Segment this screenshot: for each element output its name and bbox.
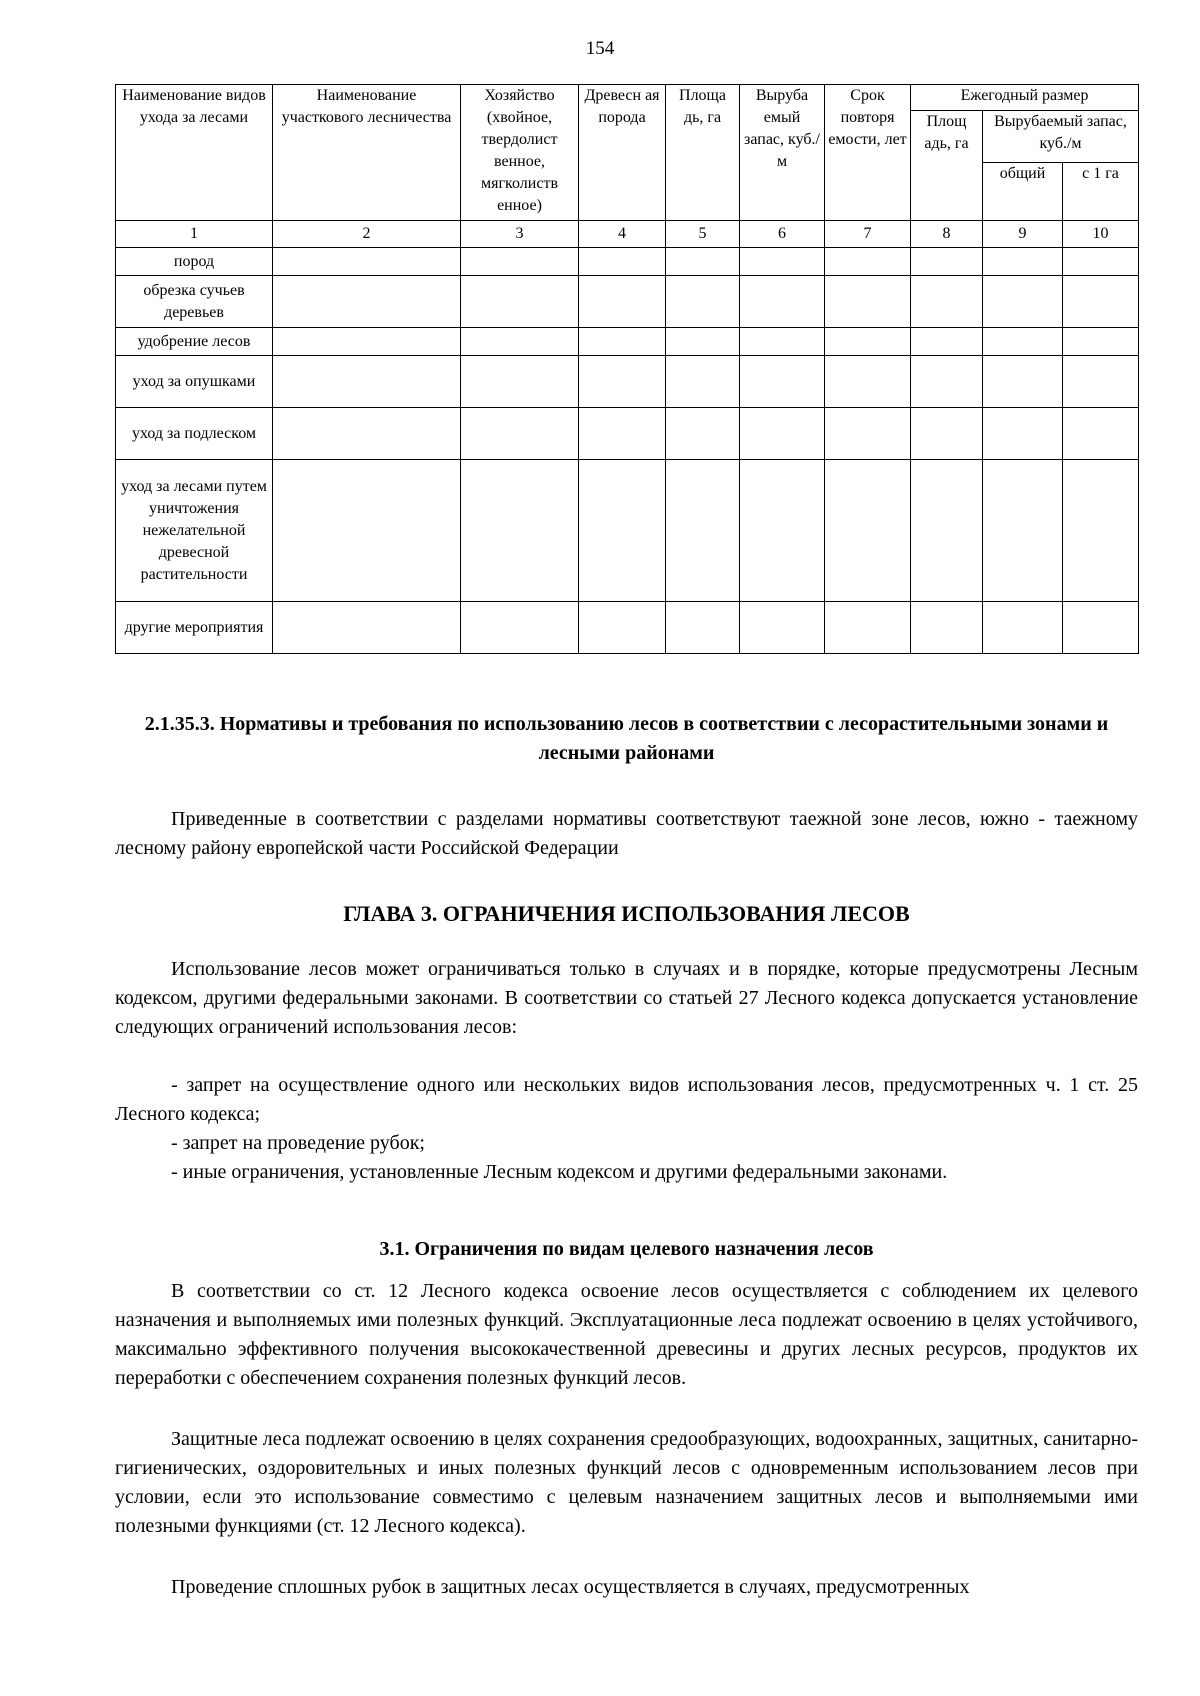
header-species: Древесн ая порода <box>579 85 666 221</box>
forest-care-table <box>115 84 1139 654</box>
header-annual-volume: Вырубаемый запас, куб./м <box>983 111 1139 163</box>
column-number: 6 <box>740 221 825 248</box>
section-2-1-35-3-text: Приведенные в соответствии с разделами нормативы соответствуют таежной зоне лесов, южно - таежному лесному району европейской части Российской Федерации <box>115 808 1138 859</box>
restriction-item: - запрет на осуществление одного или нескольких видов использования лесов, предусмотренных ч. 1 ст. 25 Лесного кодекса; <box>115 1074 1138 1125</box>
row-label: уход за лесами путем уничтожения нежелательной древесной растительности <box>116 460 273 602</box>
column-number: 7 <box>825 221 911 248</box>
table-row <box>116 408 1139 460</box>
page-number: 154 <box>585 38 615 59</box>
column-number: 10 <box>1063 221 1139 248</box>
chapter-3-intro: Использование лесов может ограничиваться только в случаях и в порядке, которые предусмотрены Лесным кодексом, другими федеральными законами. В соответствии со статьей 27 Лесного кодекса допускается установление следующих ограничений использования лесов: <box>115 958 1138 1038</box>
header-volume-per-ha: с 1 га <box>1063 163 1139 221</box>
header-economy: Хозяйство (хвойное, твердолист венное, мягколиств енное) <box>461 85 579 221</box>
table-row <box>116 328 1139 356</box>
table-row <box>116 248 1139 276</box>
table-row <box>116 460 1139 602</box>
restriction-item: - иные ограничения, установленные Лесным кодексом и другими федеральными законами. <box>171 1161 948 1183</box>
column-number: 9 <box>983 221 1063 248</box>
restriction-item: - запрет на проведение рубок; <box>171 1132 425 1154</box>
header-care-type: Наименование видов ухода за лесами <box>116 85 273 221</box>
section-3-1-title: 3.1. Ограничения по видам целевого назначения лесов <box>379 1238 874 1260</box>
header-volume: Выруба емый запас, куб./м <box>740 85 825 221</box>
row-label: удобрение лесов <box>116 328 273 356</box>
chapter-3-title: ГЛАВА 3. ОГРАНИЧЕНИЯ ИСПОЛЬЗОВАНИЯ ЛЕСОВ <box>343 901 910 926</box>
row-label: пород <box>116 248 273 276</box>
column-number: 8 <box>911 221 983 248</box>
section-3-1-paragraph: Проведение сплошных рубок в защитных лесах осуществляется в случаях, предусмотренных <box>171 1576 970 1598</box>
column-number: 2 <box>273 221 461 248</box>
row-label: другие мероприятия <box>116 602 273 654</box>
table-row <box>116 602 1139 654</box>
section-2-1-35-3-title: 2.1.35.3. Нормативы и требования по использованию лесов в соответствии с лесорастительными зонами и лесными районами <box>144 713 1109 764</box>
column-number: 3 <box>461 221 579 248</box>
column-number: 4 <box>579 221 666 248</box>
header-area: Площа дь, га <box>666 85 740 221</box>
table-row <box>116 356 1139 408</box>
section-3-1-paragraph: Защитные леса подлежат освоению в целях сохранения средообразующих, водоохранных, защитных, санитарно-гигиенических, оздоровительных и иных полезных функций лесов с одновременным использованием лесов при условии, если это использование совместимо с целевым назначением защитных лесов и выполняемыми ими полезными функциями (ст. 12 Лесного кодекса). <box>115 1428 1138 1537</box>
column-number: 1 <box>116 221 273 248</box>
table-row <box>116 276 1139 328</box>
row-label: уход за опушками <box>116 356 273 408</box>
header-volume-total: общий <box>983 163 1063 221</box>
row-label: обрезка сучьев деревьев <box>116 276 273 328</box>
header-period: Срок повторя емости, лет <box>825 85 911 221</box>
row-label: уход за подлеском <box>116 408 273 460</box>
header-forestry: Наименование участкового лесничества <box>273 85 461 221</box>
column-number: 5 <box>666 221 740 248</box>
header-annual-size: Ежегодный размер <box>911 85 1139 111</box>
header-annual-area: Площ адь, га <box>911 111 983 221</box>
section-3-1-paragraph: В соответствии со ст. 12 Лесного кодекса освоение лесов осуществляется с соблюдением их целевого назначения и выполняемых ими полезных функций. Эксплуатационные леса подлежат освоению в целях устойчивого, максимально эффективного получения высококачественной древесины и других лесных ресурсов, продуктов их переработки с обеспечением сохранения полезных функций лесов. <box>115 1280 1138 1389</box>
